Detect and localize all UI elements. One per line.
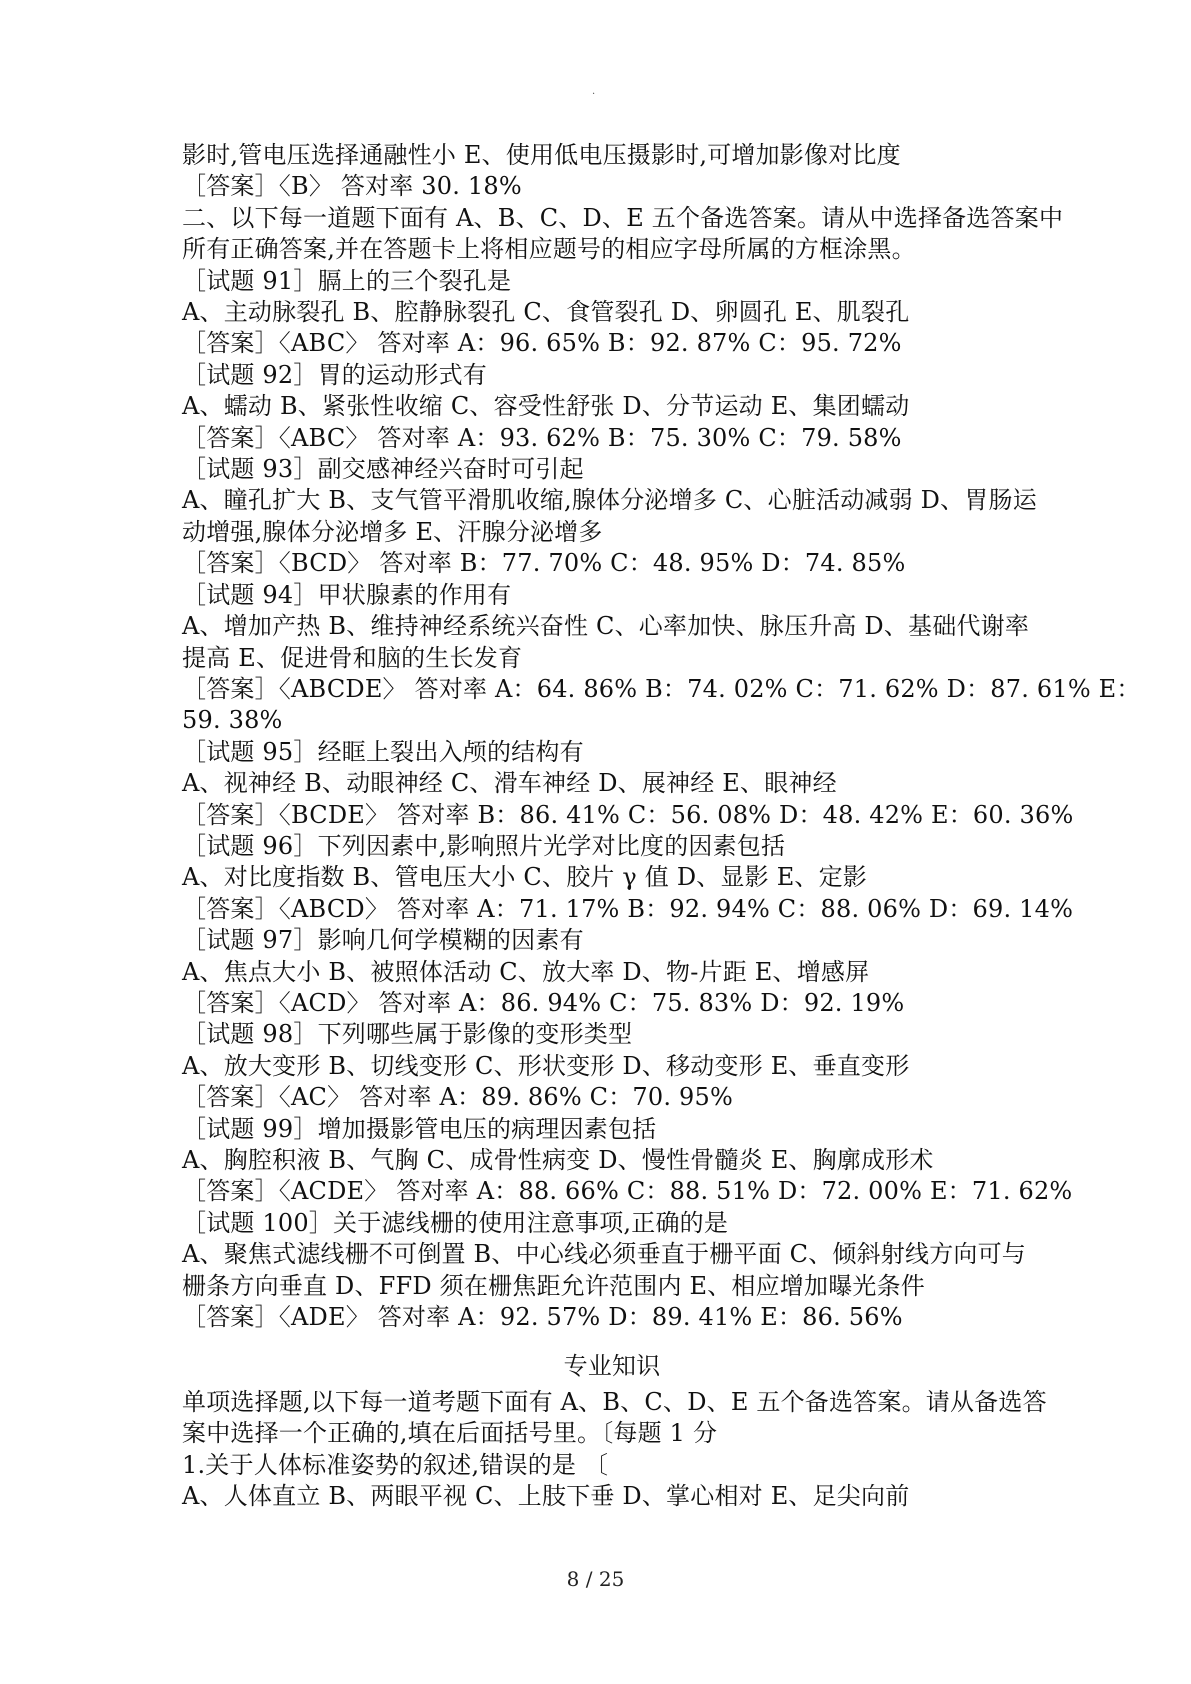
options-line: A、视神经 B、动眼神经 C、滑车神经 D、展神经 E、眼神经 — [182, 769, 837, 798]
question-title: ［试题 94］甲状腺素的作用有 — [182, 580, 512, 609]
document-body — [182, 140, 1141, 1512]
answer-line: ［答案］〈ABCDE〉 答对率 A：64. 86% B：74. 02% C：71. 62% D：87. 61% E： — [182, 674, 1141, 703]
options-line: 提高 E、促进骨和脑的生长发育 — [182, 643, 523, 672]
question-title: ［试题 97］影响几何学模糊的因素有 — [182, 926, 584, 955]
section-instructions: 二、以下每一道题下面有 A、B、C、D、E 五个备选答案。请从中选择备选答案中 — [182, 203, 1064, 232]
answer-line: ［答案］〈AC〉 答对率 A：89. 86% C：70. 95% — [182, 1083, 733, 1112]
options-line: A、主动脉裂孔 B、腔静脉裂孔 C、食管裂孔 D、卵圆孔 E、肌裂孔 — [182, 298, 910, 327]
section-instructions: 案中选择一个正确的,填在后面括号里。〔每题 1 分 — [182, 1419, 718, 1448]
answer-line: ［答案］〈ABC〉 答对率 A：93. 62% B：75. 30% C：79. 58% — [182, 423, 902, 452]
options-line: A、蠕动 B、紧张性收缩 C、容受性舒张 D、分节运动 E、集团蠕动 — [182, 392, 910, 421]
options-line: A、对比度指数 B、管电压大小 C、胶片 γ 值 D、显影 E、定影 — [182, 863, 868, 892]
options-line: A、瞳孔扩大 B、支气管平滑肌收缩,腺体分泌增多 C、心脏活动减弱 D、胃肠运 — [182, 486, 1037, 515]
question-title: 1.关于人体标准姿势的叙述,错误的是 〔 — [182, 1450, 609, 1479]
text-line: 影时,管电压选择通融性小 E、使用低电压摄影时,可增加影像对比度 — [182, 141, 901, 169]
section-title: 专业知识 — [563, 1352, 661, 1381]
question-title: ［试题 98］下列哪些属于影像的变形类型 — [182, 1020, 633, 1049]
section-instructions: 单项选择题,以下每一道考题下面有 A、B、C、D、E 五个备选答案。请从备选答 — [182, 1387, 1047, 1416]
options-line: A、聚焦式滤线栅不可倒置 B、中心线必须垂直于栅平面 C、倾斜射线方向可与 — [182, 1240, 1026, 1269]
question-title: ［试题 96］下列因素中,影响照片光学对比度的因素包括 — [182, 831, 786, 860]
section-instructions: 所有正确答案,并在答题卡上将相应题号的相应字母所属的方框涂黑。 — [182, 235, 916, 264]
answer-line: ［答案］〈ABC〉 答对率 A：96. 65% B：92. 87% C：95. 72% — [182, 329, 902, 358]
options-line: A、焦点大小 B、被照体活动 C、放大率 D、物-片距 E、增感屏 — [182, 957, 870, 986]
question-title: ［试题 92］胃的运动形式有 — [182, 360, 487, 389]
options-line: A、放大变形 B、切线变形 C、形状变形 D、移动变形 E、垂直变形 — [182, 1051, 910, 1080]
page-number: 8 / 25 — [566, 1567, 625, 1591]
question-title: ［试题 99］增加摄影管电压的病理因素包括 — [182, 1114, 657, 1143]
question-title: ［试题 100］关于滤线栅的使用注意事项,正确的是 — [182, 1208, 729, 1237]
answer-line: ［答案］〈BCDE〉 答对率 B：86. 41% C：56. 08% D：48. 42% E：60. 36% — [182, 800, 1074, 829]
question-title: ［试题 93］副交感神经兴奋时可引起 — [182, 455, 584, 484]
options-line: A、人体直立 B、两眼平视 C、上肢下垂 D、掌心相对 E、足尖向前 — [182, 1482, 910, 1511]
answer-line: ［答案］〈ABCD〉 答对率 A：71. 17% B：92. 94% C：88. 06% D：69. 14% — [182, 894, 1074, 923]
options-line: 栅条方向垂直 D、FFD 须在栅焦距允许范围内 E、相应增加曝光条件 — [182, 1271, 925, 1300]
answer-line: ［答案］〈ACDE〉 答对率 A：88. 66% C：88. 51% D：72. 00% E：71. 62% — [182, 1177, 1073, 1206]
spacer — [182, 1333, 1042, 1343]
options-line: A、胸腔积液 B、气胸 C、成骨性病变 D、慢性骨髓炎 E、胸廓成形术 — [182, 1146, 934, 1174]
answer-line: ［答案］〈BCD〉 答对率 B：77. 70% C：48. 95% D：74. 85% — [182, 549, 906, 578]
answer-line: ［答案］〈ADE〉 答对率 A：92. 57% D：89. 41% E：86. 56% — [182, 1303, 903, 1332]
question-title: ［试题 91］膈上的三个裂孔是 — [182, 266, 512, 295]
question-title: ［试题 95］经眶上裂出入颅的结构有 — [182, 737, 584, 766]
top-mark: . — [592, 86, 596, 97]
answer-line: ［答案］〈B〉 答对率 30. 18% — [182, 172, 522, 201]
options-line: 动增强,腺体分泌增多 E、汗腺分泌增多 — [182, 517, 603, 546]
options-line: A、增加产热 B、维持神经系统兴奋性 C、心率加快、脉压升高 D、基础代谢率 — [182, 612, 1030, 641]
answer-line: ［答案］〈ACD〉 答对率 A：86. 94% C：75. 83% D：92. 19% — [182, 988, 905, 1017]
answer-line: 59. 38% — [182, 706, 283, 735]
